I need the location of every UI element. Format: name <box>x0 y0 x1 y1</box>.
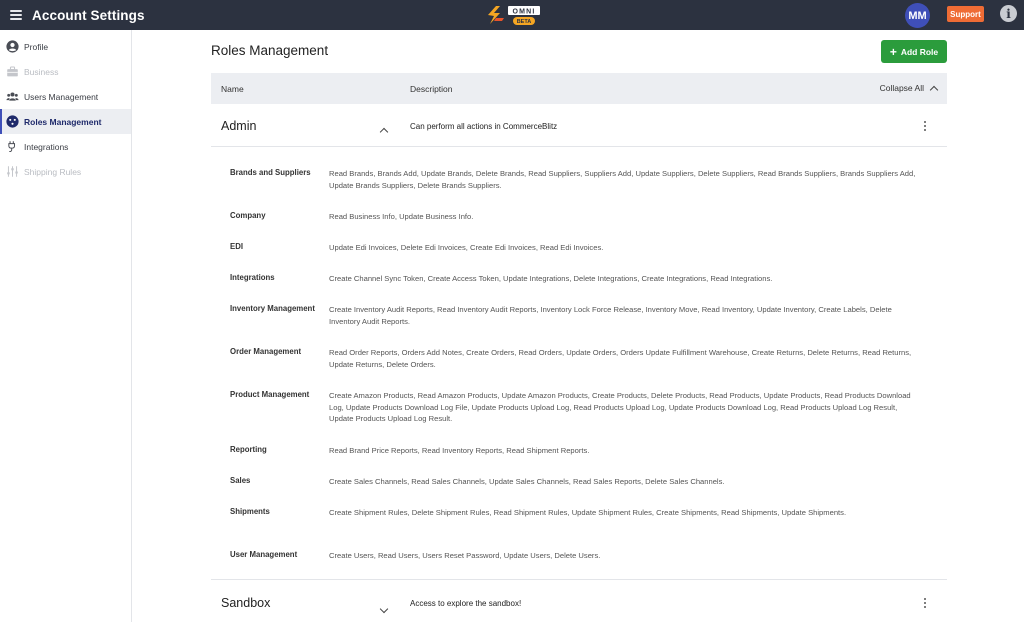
collapse-all-label: Collapse All <box>879 83 924 93</box>
permission-actions: Create Sales Channels, Read Sales Channels, Update Sales Channels, Read Sales Reports, Delete Sales Channels. <box>329 477 725 486</box>
sidebar-item-users-management[interactable] <box>0 84 131 109</box>
sliders-icon <box>6 165 19 178</box>
permission-actions: Read Business Info, Update Business Info. <box>329 212 474 221</box>
sidebar-item-profile[interactable] <box>0 34 131 59</box>
column-header-name: Name <box>221 84 244 94</box>
logo-text: OMNI <box>512 8 536 16</box>
sidebar-item-label: Integrations <box>24 141 69 152</box>
sidebar-item-label: Shipping Rules <box>24 166 82 177</box>
more-options-icon[interactable] <box>923 598 927 608</box>
top-bar <box>0 0 1024 30</box>
permission-actions: Create Users, Read Users, Users Reset Password, Update Users, Delete Users. <box>329 551 601 560</box>
sidebar-item-business[interactable] <box>0 59 131 84</box>
roles-icon <box>6 115 19 128</box>
permission-group: Inventory Management <box>230 304 315 313</box>
profile-icon <box>6 40 19 53</box>
users-icon <box>6 90 19 103</box>
permission-actions: Create Amazon Products, Read Amazon Products, Update Amazon Products, Create Products, Delete Products, Read Products, Update Products, Read Products Download Log, Update Products Download Log File, Update Products Upload Log, Read Products Upload Log, Update Products Download Log, Read Products Upload Log Result, Update Products Upload Log Result. <box>329 391 911 423</box>
permission-actions: Create Channel Sync Token, Create Access Token, Update Integrations, Delete Integrations, Create Integrations, Read Integrations. <box>329 274 773 283</box>
sidebar <box>0 30 132 622</box>
permission-group: Reporting <box>230 445 267 454</box>
logo-badge: BETA <box>516 19 532 25</box>
chevron-up-icon[interactable] <box>381 122 387 140</box>
sidebar-item-label: Business <box>24 66 59 77</box>
permission-group: User Management <box>230 550 298 559</box>
page-title: Roles Management <box>211 43 329 58</box>
permission-group: Order Management <box>230 347 302 356</box>
column-header-description: Description <box>410 84 453 94</box>
role-row-admin[interactable] <box>211 104 947 147</box>
omni-logo <box>486 3 542 27</box>
chevron-up-icon <box>930 85 938 93</box>
permission-actions: Create Inventory Audit Reports, Read Inventory Audit Reports, Inventory Lock Force Release, Inventory Move, Read Inventory, Update Inventory, Create Labels, Delete Inventory Audit Reports. <box>329 305 892 326</box>
support-button[interactable]: Support <box>947 6 984 22</box>
permission-group: Integrations <box>230 273 275 282</box>
role-row-sandbox[interactable] <box>211 581 947 622</box>
sidebar-item-label: Profile <box>24 41 49 52</box>
plug-icon <box>6 140 19 153</box>
permission-group: Company <box>230 211 266 220</box>
table-header <box>211 73 947 104</box>
permission-actions: Read Order Reports, Orders Add Notes, Create Orders, Read Orders, Update Orders, Orders Update Fulfillment Warehouse, Create Returns, Delete Returns, Read Returns, Update Returns, Delete Orders. <box>329 348 912 369</box>
add-role-button[interactable] <box>881 40 947 63</box>
permission-group: Sales <box>230 476 251 485</box>
collapse-all-button[interactable] <box>880 83 937 93</box>
menu-icon[interactable] <box>10 10 22 20</box>
plus-icon: + <box>889 44 897 59</box>
permission-actions: Create Shipment Rules, Delete Shipment Rules, Read Shipment Rules, Update Shipment Rules, Create Shipments, Read Shipments, Update Shipments. <box>329 508 847 517</box>
role-description: Can perform all actions in CommerceBlitz <box>410 122 558 131</box>
sidebar-item-label: Roles Management <box>24 116 102 127</box>
sidebar-item-integrations[interactable] <box>0 134 131 159</box>
sidebar-item-label: Users Management <box>24 91 99 102</box>
role-description: Access to explore the sandbox! <box>410 599 522 608</box>
sidebar-item-shipping-rules[interactable] <box>0 159 131 184</box>
info-icon[interactable]: i <box>1000 5 1017 22</box>
permission-actions: Update Edi Invoices, Delete Edi Invoices, Create Edi Invoices, Read Edi Invoices. <box>329 243 604 252</box>
permission-actions: Read Brand Price Reports, Read Inventory Reports, Read Shipment Reports. <box>329 446 590 455</box>
more-options-icon[interactable] <box>923 121 927 131</box>
chevron-down-icon[interactable] <box>381 599 387 617</box>
avatar[interactable]: MM <box>905 3 930 28</box>
sidebar-item-roles-management[interactable] <box>0 109 131 134</box>
briefcase-icon <box>6 65 19 78</box>
role-name: Admin <box>221 119 257 133</box>
permission-group: Brands and Suppliers <box>230 168 311 177</box>
permission-group: EDI <box>230 242 243 251</box>
app-title: Account Settings <box>32 7 145 23</box>
role-name: Sandbox <box>221 596 271 610</box>
permission-group: Shipments <box>230 507 270 516</box>
permission-group: Product Management <box>230 390 310 399</box>
add-role-label: Add Role <box>900 46 939 57</box>
permission-actions: Read Brands, Brands Add, Update Brands, Delete Brands, Read Suppliers, Suppliers Add, Update Suppliers, Delete Suppliers, Read Brands Suppliers, Brands Suppliers Add, Update Brands Suppliers, Delete Brands Suppliers. <box>329 169 916 190</box>
divider <box>211 579 947 580</box>
